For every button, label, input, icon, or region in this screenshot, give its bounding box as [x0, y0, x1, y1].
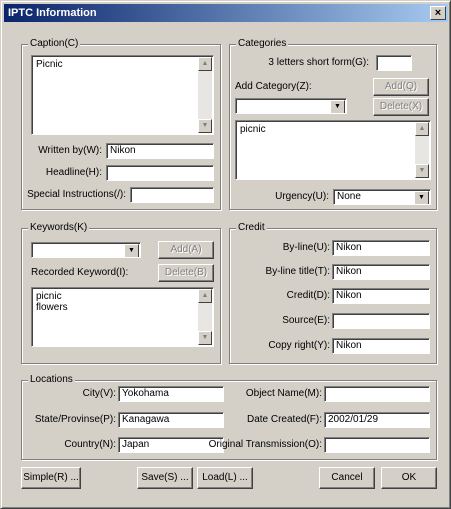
state-input[interactable]: Kanagawa: [118, 412, 224, 428]
keywords-group: [21, 222, 221, 364]
short-form-label: 3 letters short form(G):: [268, 57, 369, 68]
object-name-input[interactable]: [324, 386, 430, 402]
keyword-delete-button[interactable]: Delete(B): [158, 264, 214, 282]
credit-input[interactable]: Nikon: [332, 288, 430, 304]
credit-label: Credit(D):: [286, 290, 330, 301]
state-label: State/Provinse(P):: [34, 414, 116, 425]
keyword-add-button[interactable]: Add(A): [158, 241, 214, 259]
keyword-combo[interactable]: [31, 242, 141, 258]
add-category-combo[interactable]: [235, 98, 347, 114]
locations-group: [21, 374, 437, 460]
country-input[interactable]: Japan: [118, 437, 224, 453]
scroll-up-icon[interactable]: ▲: [415, 122, 429, 136]
close-icon: ×: [434, 7, 442, 19]
chevron-down-icon[interactable]: ▼: [330, 100, 345, 114]
ok-button[interactable]: OK: [381, 467, 437, 489]
credit-group: [229, 222, 437, 364]
window-title: IPTC Information: [8, 7, 97, 19]
title-bar[interactable]: [4, 4, 448, 22]
category-list-text: picnic: [240, 124, 266, 135]
city-label: City(V):: [82, 388, 116, 399]
headline-input[interactable]: [106, 165, 214, 181]
original-transmission-input[interactable]: [324, 437, 430, 453]
category-delete-button[interactable]: Delete(X): [373, 98, 429, 116]
caption-legend: Caption(C): [30, 38, 79, 49]
category-scrollbar[interactable]: [415, 122, 429, 178]
source-label: Source(E):: [282, 315, 330, 326]
load-button[interactable]: Load(L) ...: [197, 467, 253, 489]
scroll-up-icon[interactable]: ▲: [198, 57, 212, 71]
chevron-down-icon[interactable]: ▼: [124, 244, 139, 258]
caption-scrollbar[interactable]: [198, 57, 212, 133]
cancel-button[interactable]: Cancel: [319, 467, 375, 489]
categories-legend: Categories: [238, 38, 287, 49]
credit-legend: Credit: [238, 222, 265, 233]
written-by-input[interactable]: Nikon: [106, 143, 214, 159]
caption-text: Picnic: [36, 59, 63, 70]
copyright-label: Copy right(Y):: [268, 340, 330, 351]
object-name-label: Object Name(M):: [245, 388, 322, 399]
byline-title-input[interactable]: Nikon: [332, 264, 430, 280]
recorded-keyword-label: Recorded Keyword(I):: [31, 267, 129, 278]
recorded-keyword-list[interactable]: [31, 287, 214, 347]
byline-label: By-line(U):: [282, 242, 330, 253]
scroll-down-icon[interactable]: ▼: [198, 119, 212, 133]
copyright-input[interactable]: Nikon: [332, 338, 430, 354]
locations-legend: Locations: [30, 374, 73, 385]
caption-group: [21, 38, 221, 210]
scroll-up-icon[interactable]: ▲: [198, 289, 212, 303]
urgency-combo[interactable]: [333, 189, 431, 205]
written-by-label: Written by(W):: [38, 145, 102, 156]
special-instructions-input[interactable]: [130, 187, 214, 203]
keyword-scrollbar[interactable]: [198, 289, 212, 345]
category-list[interactable]: [235, 120, 431, 180]
country-label: Country(N):: [64, 439, 116, 450]
save-button[interactable]: Save(S) ...: [137, 467, 193, 489]
byline-input[interactable]: Nikon: [332, 240, 430, 256]
source-input[interactable]: [332, 313, 430, 329]
recorded-keyword-text: picnic flowers: [36, 291, 68, 313]
special-instructions-label: Special Instructions(/):: [27, 189, 126, 200]
categories-group: [229, 38, 437, 210]
short-form-input[interactable]: [376, 55, 412, 71]
original-transmission-label: Original Transmission(O):: [208, 439, 322, 450]
category-add-button[interactable]: Add(Q): [373, 78, 429, 96]
byline-title-label: By-line title(T):: [265, 266, 330, 277]
date-created-input[interactable]: 2002/01/29: [324, 412, 430, 428]
scroll-down-icon[interactable]: ▼: [415, 164, 429, 178]
city-input[interactable]: Yokohama: [118, 386, 224, 402]
date-created-label: Date Created(F):: [246, 414, 322, 425]
urgency-value: None: [337, 191, 361, 202]
add-category-label: Add Category(Z):: [235, 81, 312, 92]
urgency-label: Urgency(U):: [275, 191, 329, 202]
close-button[interactable]: [430, 6, 446, 20]
caption-textarea[interactable]: [31, 55, 214, 135]
simple-button[interactable]: Simple(R) ...: [21, 467, 81, 489]
keywords-legend: Keywords(K): [30, 222, 88, 233]
scroll-down-icon[interactable]: ▼: [198, 331, 212, 345]
chevron-down-icon[interactable]: ▼: [414, 191, 429, 205]
headline-label: Headline(H):: [45, 167, 102, 178]
